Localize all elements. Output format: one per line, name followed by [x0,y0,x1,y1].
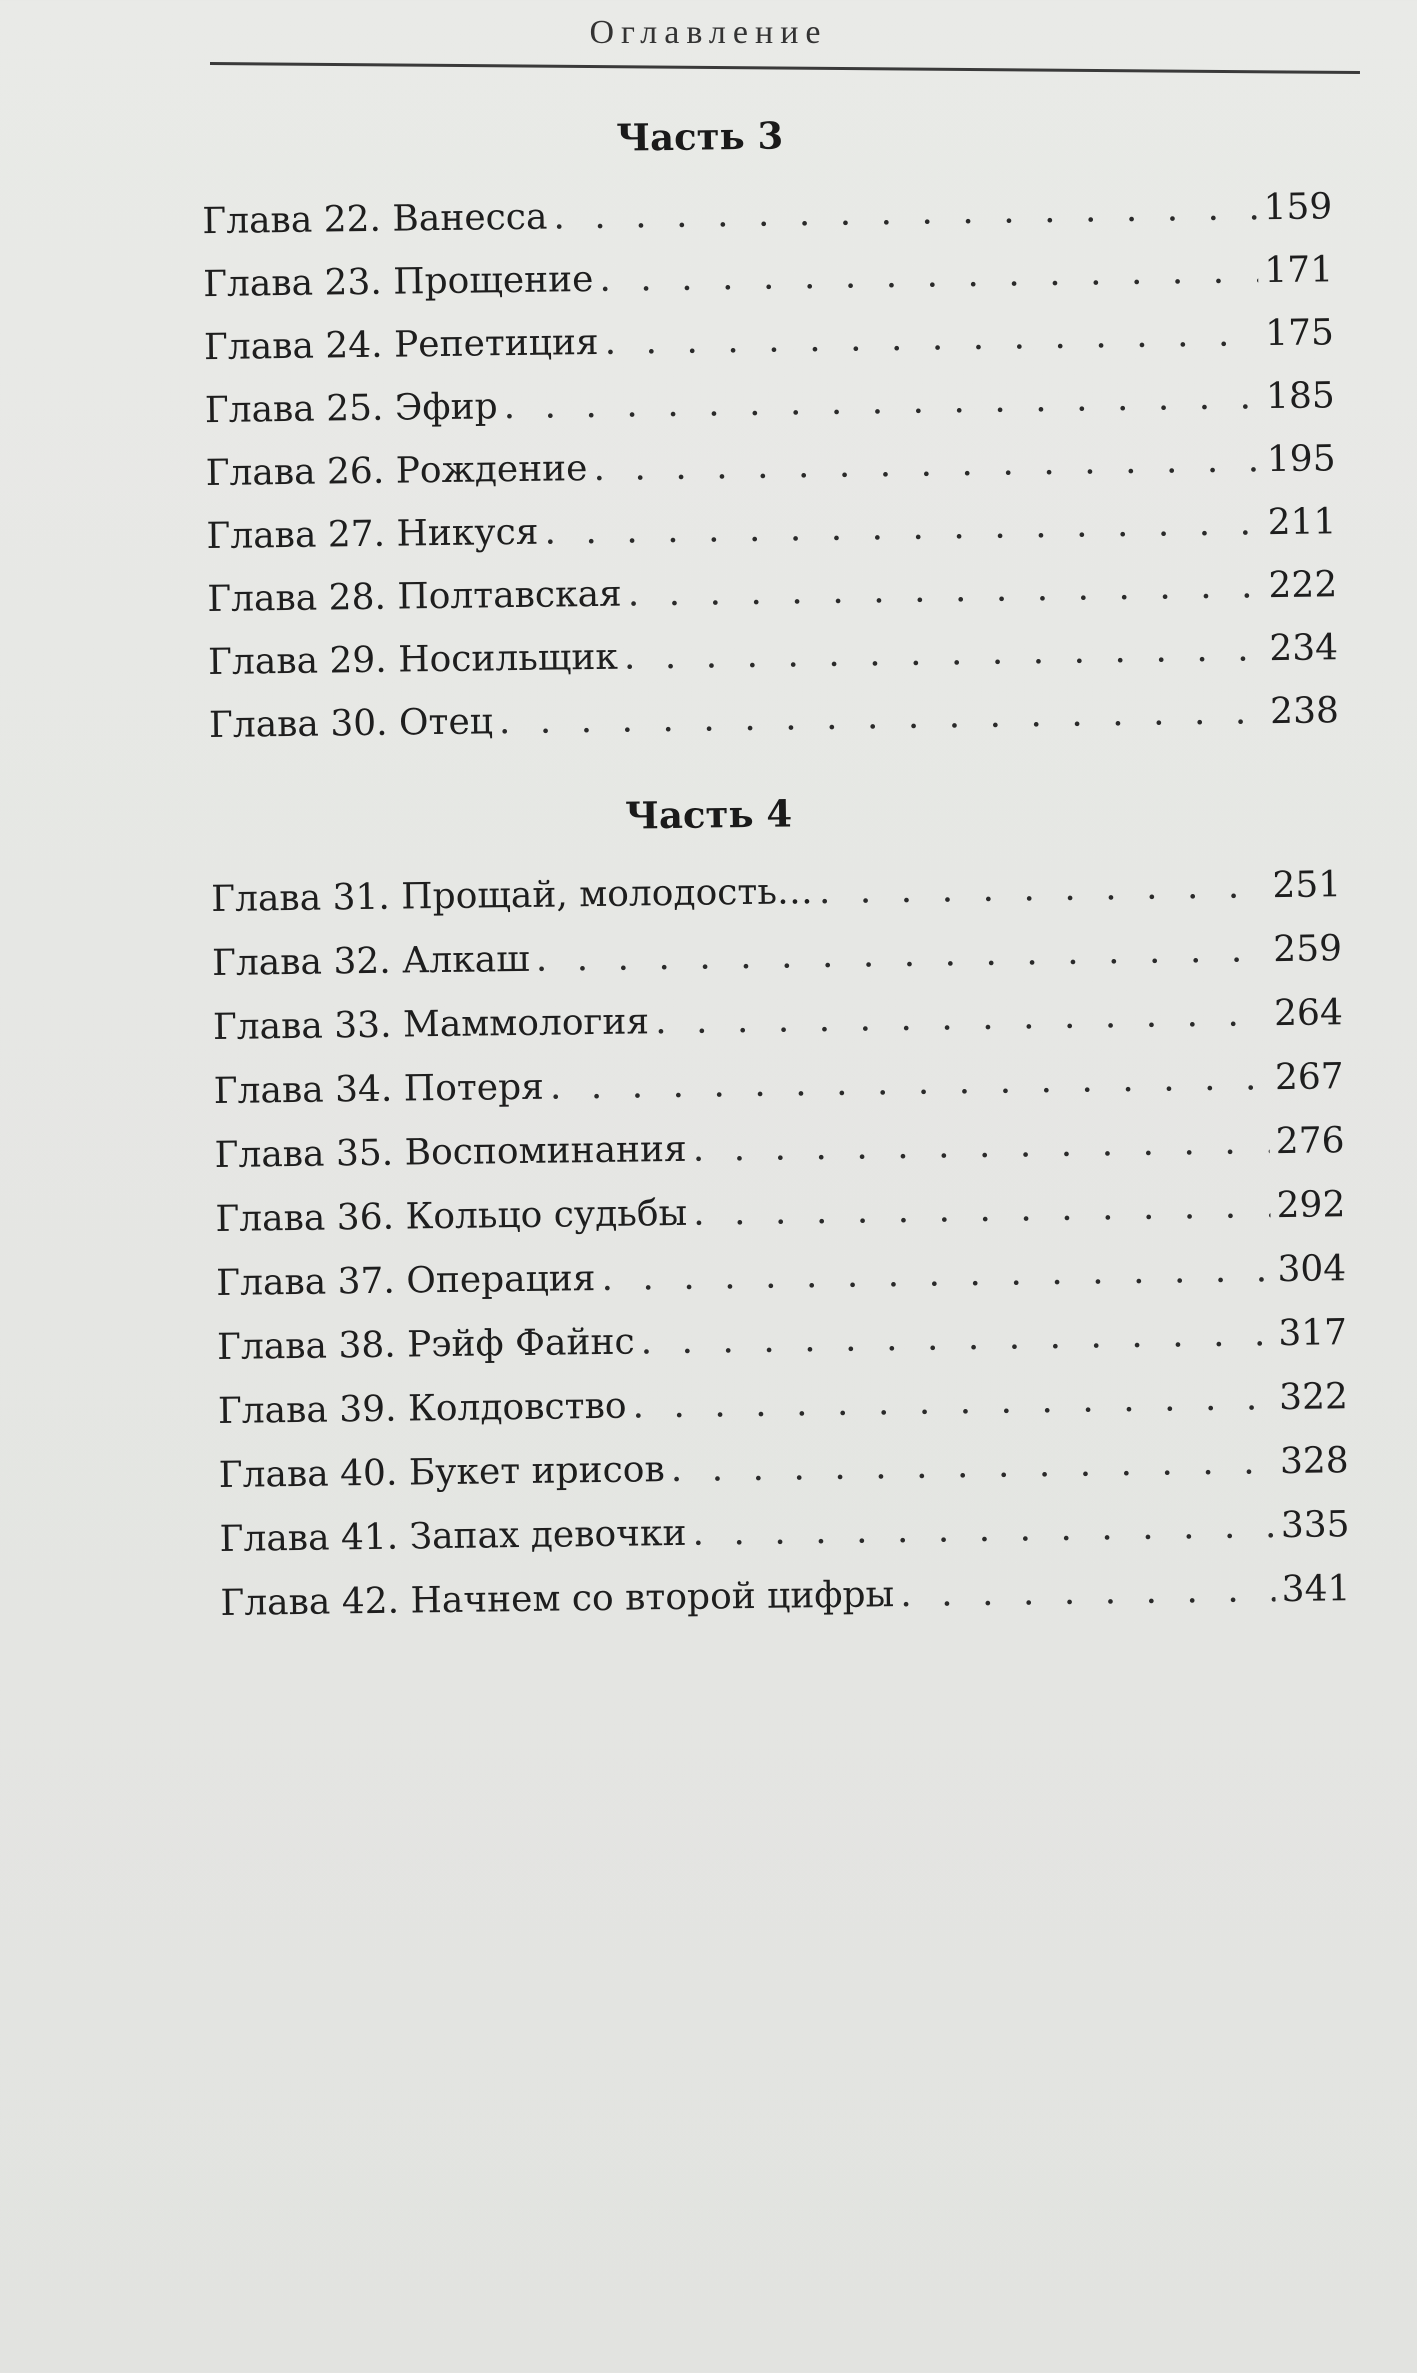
chapter-title: Глава 28. Полтавская [207,573,623,621]
chapter-title: Глава 36. Кольцо судьбы [215,1192,688,1240]
toc-entry[interactable] [219,1504,1350,1579]
chapter-title: Глава 22. Ванесса [202,196,548,243]
chapter-title: Глава 30. Отец [208,701,494,747]
page-number: 238 [1269,690,1340,733]
dot-leader [624,628,1264,677]
dot-leader [670,1441,1274,1490]
dot-leader [499,691,1265,742]
page-number: 264 [1273,992,1344,1035]
page-number: 322 [1278,1376,1349,1419]
chapter-title: Глава 31. Прощай, молодость… [210,871,814,921]
page-number: 175 [1264,312,1335,355]
chapter-title: Глава 42. Начнем со второй цифры [220,1574,895,1624]
dot-leader [693,1185,1271,1234]
dot-leader [632,1377,1273,1426]
part-3-heading: Часть 3 [616,113,784,160]
toc-entry[interactable] [213,992,1344,1067]
toc-entry[interactable] [214,1120,1345,1195]
dot-leader [692,1121,1270,1170]
toc-entry[interactable] [215,1184,1346,1259]
chapter-title: Глава 38. Рэйф Файнс [216,1321,635,1368]
dot-leader [503,376,1260,427]
page-number: 222 [1268,564,1338,607]
dot-leader [627,565,1262,614]
chapter-title: Глава 40. Букет ирисов [218,1449,665,1496]
toc-entry[interactable] [209,690,1340,765]
dot-leader [535,929,1267,980]
toc-entry[interactable] [207,564,1338,639]
dot-leader [640,1313,1272,1362]
page-number: 234 [1269,627,1339,670]
toc-entry[interactable] [204,312,1335,387]
dot-leader [604,313,1259,363]
chapter-title: Глава 37. Операция [216,1258,596,1304]
dot-leader [544,502,1262,552]
part-4-heading: Часть 4 [624,791,793,838]
toc-entry[interactable] [213,1056,1344,1131]
chapter-title: Глава 26. Рождение [205,448,588,495]
header-rule [210,62,1360,74]
page-number: 335 [1280,1504,1350,1547]
page-number: 259 [1273,928,1343,971]
toc-entry[interactable] [218,1376,1349,1451]
toc-entry[interactable] [203,249,1334,324]
chapter-title: Глава 27. Никуся [206,511,539,558]
chapter-title: Глава 24. Репетиция [203,321,599,369]
chapter-title: Глава 35. Воспоминания [214,1128,687,1177]
toc-entry[interactable] [211,864,1342,939]
page-number: 328 [1279,1440,1349,1483]
toc-entry[interactable] [206,501,1337,576]
toc-entry[interactable] [217,1312,1348,1387]
toc-entry[interactable] [205,375,1336,450]
chapter-title: Глава 23. Прощение [202,258,594,306]
toc-entry[interactable] [219,1440,1350,1515]
dot-leader [553,187,1258,237]
page-number: 171 [1264,249,1334,292]
dot-leader [550,1057,1270,1107]
page-number: 292 [1276,1184,1346,1227]
page-number: 251 [1272,864,1342,907]
chapter-title: Глава 39. Колдовство [217,1385,627,1432]
page-number: 276 [1275,1120,1345,1163]
dot-leader [819,865,1267,912]
dot-leader [593,439,1261,489]
page-number: 341 [1281,1568,1351,1611]
dot-leader [692,1505,1275,1554]
page-number: 267 [1274,1056,1344,1099]
chapter-title: Глава 32. Алкаш [211,938,530,985]
chapter-title: Глава 25. Эфир [204,386,498,432]
dot-leader [900,1569,1276,1615]
toc-entry[interactable] [216,1248,1347,1323]
page-number: 211 [1267,501,1337,544]
toc-entry[interactable] [202,186,1333,261]
page-number: 195 [1266,438,1336,481]
table-of-contents [0,93,1417,1711]
toc-entry[interactable] [212,928,1343,1003]
page-number: 185 [1265,375,1336,418]
page-header-title: Оглавление [589,14,828,51]
toc-entry[interactable] [208,627,1339,702]
chapter-title: Глава 29. Носильщик [207,636,619,684]
page-number: 317 [1278,1312,1348,1355]
chapter-title: Глава 34. Потеря [213,1066,545,1113]
toc-entry[interactable] [220,1568,1351,1643]
dot-leader [599,250,1259,300]
dot-leader [601,1249,1272,1299]
toc-entry[interactable] [205,438,1336,513]
page-number: 304 [1277,1248,1347,1291]
dot-leader [655,993,1269,1042]
chapter-title: Глава 41. Запах девочки [219,1512,687,1560]
page-number: 159 [1263,186,1333,229]
chapter-title: Глава 33. Маммология [212,1001,650,1049]
